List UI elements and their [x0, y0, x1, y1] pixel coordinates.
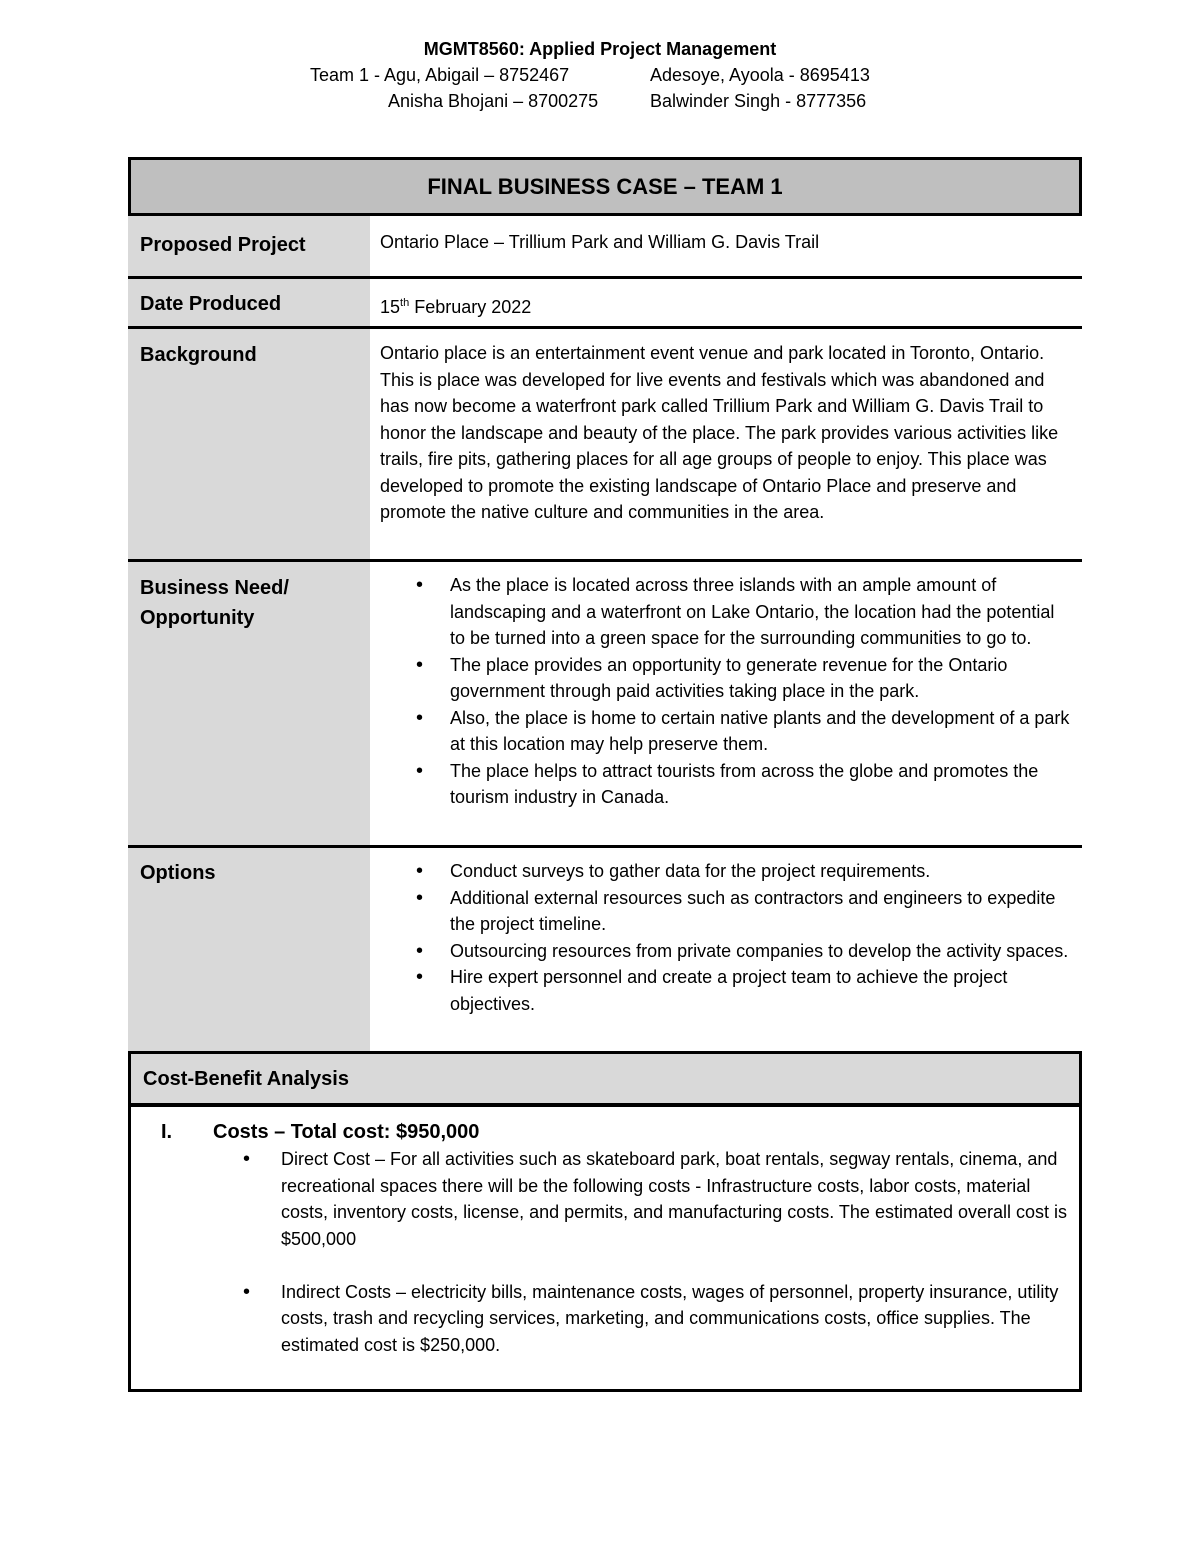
value-business-need — [370, 562, 1082, 845]
label-background: Background — [128, 329, 370, 559]
list-item: • Also, the place is home to certain native plants and the development of a park at this location may help preserve them. — [450, 705, 1072, 758]
options-list — [380, 858, 1072, 1017]
cost-benefit-body — [128, 1103, 1082, 1392]
list-item: • Hire expert personnel and create a project team to achieve the project objectives. — [450, 964, 1072, 1017]
costs-list — [161, 1146, 1069, 1358]
case-title-bar — [128, 157, 1082, 216]
value-date-produced — [370, 279, 1082, 327]
row-proposed-project — [128, 216, 1082, 277]
team-member-2: Adesoye, Ayoola - 8695413 — [650, 65, 870, 85]
team-member-1: Team 1 - Agu, Abigail – 8752467 — [310, 65, 570, 85]
label-proposed-project: Proposed Project — [128, 216, 370, 277]
business-need-list — [380, 572, 1072, 811]
date-day: 15 — [380, 297, 401, 317]
list-item: • Indirect Costs – electricity bills, maintenance costs, wages of personnel, property insurance, utility costs, trash and recycling services, marketing, and communications costs, office supplies. The estimated cost is $250,000. — [281, 1279, 1069, 1359]
document-header — [0, 36, 1200, 111]
course-title: MGMT8560: Applied Project Management — [423, 39, 777, 59]
row-business-need — [128, 562, 1082, 845]
label-business-need-line2: Opportunity — [140, 607, 255, 629]
label-business-need — [128, 562, 370, 845]
case-title: FINAL BUSINESS CASE – TEAM 1 — [427, 173, 783, 199]
list-item: • Conduct surveys to gather data for the project requirements. — [450, 858, 1072, 885]
list-item: • Additional external resources such as contractors and engineers to expedite the project timeline. — [450, 885, 1072, 938]
row-date-produced — [128, 279, 1082, 327]
label-options: Options — [128, 848, 370, 1051]
label-date-produced: Date Produced — [128, 279, 370, 327]
list-item: • Direct Cost – For all activities such as skateboard park, boat rentals, segway rentals, cinema, and recreational spaces there will be the following costs - Infrastructure costs, labor costs, material costs, inventory costs, license, and permits, and manufacturing costs. The estimated overall cost is $500,000 — [281, 1146, 1069, 1252]
value-background: Ontario place is an entertainment event venue and park located in Toronto, Ontario. This is place was developed for live events and festivals which was abandoned and has now become a waterfront park called Trillium Park and William G. Davis Trail to honor the landscape and beauty of the place. The park provides various activities like trails, fire pits, gathering places for all age groups of people to enjoy. This place was developed to promote the existing landscape of Ontario Place and preserve and promote the native culture and communities in the area. — [380, 343, 1059, 522]
list-item: • As the place is located across three islands with an ample amount of landscaping and a waterfront on Lake Ontario, the location had the potential to be turned into a green space for the surrounding communities to go to. — [450, 572, 1072, 652]
label-business-need-line1: Business Need/ — [140, 577, 289, 599]
list-item: • The place provides an opportunity to generate revenue for the Ontario government through paid activities taking place in the park. — [450, 652, 1072, 705]
row-options — [128, 848, 1082, 1051]
cost-benefit-header — [128, 1051, 1082, 1107]
date-rest: February 2022 — [409, 297, 532, 317]
team-member-3: Anisha Bhojani – 8700275 — [388, 91, 599, 111]
list-item: • Outsourcing resources from private companies to develop the activity spaces. — [450, 938, 1072, 965]
costs-title — [161, 1118, 1069, 1146]
cost-benefit-heading: Cost-Benefit Analysis — [143, 1067, 349, 1090]
team-member-4: Balwinder Singh - 8777356 — [650, 91, 867, 111]
value-options — [370, 848, 1082, 1051]
value-proposed-project: Ontario Place – Trillium Park and William G. Davis Trail — [380, 232, 820, 252]
row-background — [128, 329, 1082, 559]
list-item: • The place helps to attract tourists from across the globe and promotes the tourism industry in Canada. — [450, 758, 1072, 811]
costs-numeral: I. — [161, 1121, 173, 1143]
date-suffix: th — [400, 297, 410, 309]
costs-title-text: Costs – Total cost: $950,000 — [213, 1121, 480, 1143]
